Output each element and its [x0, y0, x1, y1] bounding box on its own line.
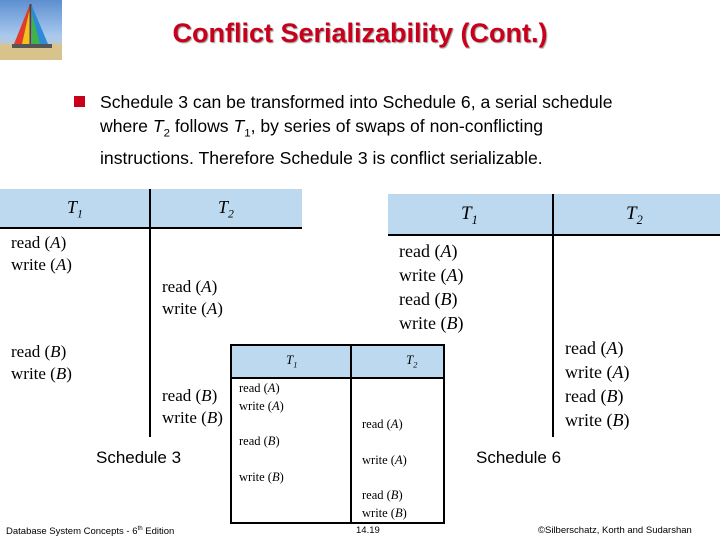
schedule3-column-divider — [149, 189, 151, 437]
intermediate-op: read (A) — [239, 381, 280, 395]
schedule6-op: read (B) — [399, 289, 458, 309]
bullet-marker — [74, 96, 85, 107]
intermediate-op: write (A) — [239, 399, 284, 413]
schedule6-op: write (A) — [565, 362, 630, 382]
schedule6-op: read (B) — [565, 386, 624, 406]
schedule3-caption: Schedule 3 — [96, 448, 182, 467]
schedule3-op: read (B) — [11, 342, 67, 361]
footer-course: Database System Concepts - 6th Edition — [6, 525, 175, 538]
schedule6-op: write (B) — [565, 410, 630, 430]
schedule3-op: write (B) — [162, 408, 223, 427]
schedule3-op: write (A) — [162, 299, 223, 318]
schedule3-op: read (A) — [162, 277, 218, 296]
schedule3-header-t1: $T_1$ — [67, 197, 83, 221]
schedule3-op: write (B) — [11, 364, 72, 383]
footer-copyright: ©Silberschatz, Korth and Sudarshan — [538, 525, 692, 536]
schedule6-op: read (A) — [399, 241, 458, 261]
schedule3-op: write (A) — [11, 255, 72, 274]
intermediate-header-rule — [232, 377, 443, 379]
schedule3-header — [0, 189, 302, 227]
schedule3-op: read (B) — [162, 386, 218, 405]
intermediate-op: read (B) — [362, 488, 403, 502]
schedule6-header-rule — [388, 234, 720, 236]
schedule3-op: read (A) — [11, 233, 67, 252]
schedule6-column-divider — [552, 194, 554, 437]
intermediate-op: read (B) — [239, 434, 280, 448]
intermediate-op: write (A) — [362, 453, 407, 467]
schedule6-header-t2: $T_2$ — [626, 203, 643, 227]
schedule6-caption: Schedule 6 — [476, 448, 562, 467]
intermediate-column-divider — [350, 346, 352, 522]
schedule6-op: read (A) — [565, 338, 624, 358]
intermediate-op: write (B) — [362, 506, 407, 520]
footer-page-number: 14.19 — [356, 525, 380, 536]
schedule6-op: write (B) — [399, 313, 464, 333]
bullet-text: Schedule 3 can be transformed into Schedule 6, a serial schedule where $T_2$ follows $T_1$, by series of swaps of non-conflicting instructions. Therefore Schedule 3 is conflict serializable. — [100, 92, 613, 168]
slide-title: Conflict Serializability (Cont.) — [172, 18, 548, 48]
schedule6-header-t1: $T_1$ — [461, 203, 478, 227]
intermediate-op: read (A) — [362, 417, 403, 431]
intermediate-schedule-table — [230, 344, 445, 524]
intermediate-op: write (B) — [239, 470, 284, 484]
schedule6-op: write (A) — [399, 265, 464, 285]
intermediate-header-t2: $T_2$ — [406, 352, 418, 370]
schedule3-header-rule — [0, 227, 302, 229]
schedule6-header — [388, 194, 720, 234]
intermediate-header-t1: $T_1$ — [286, 352, 298, 370]
schedule3-header-t2: $T_2$ — [218, 197, 234, 221]
